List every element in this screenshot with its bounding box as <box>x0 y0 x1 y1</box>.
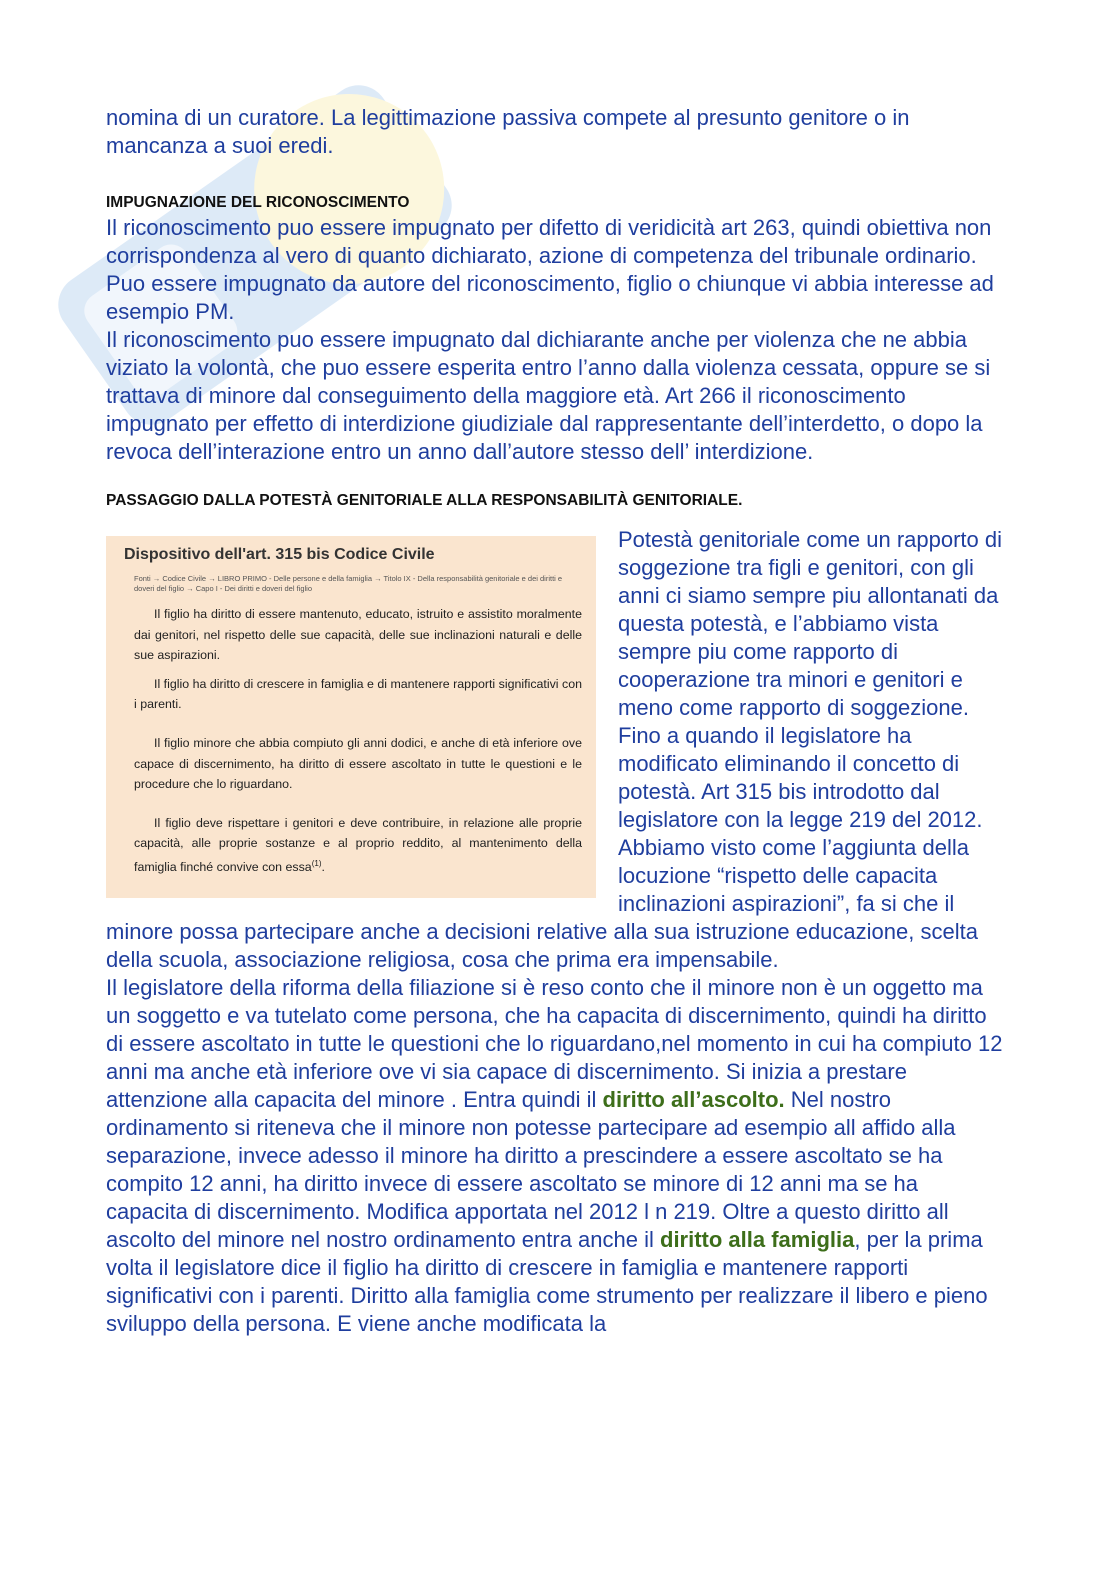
figure-paragraph-2: Il figlio ha diritto di crescere in famiglia e di mantenere rapporti significativi con i parenti. <box>134 676 582 712</box>
article-315-bis-figure <box>106 536 596 898</box>
paragraph-riforma-part-2: Nel nostro ordinamento si riteneva che il minore non potesse partecipare ad esempio all affido alla separazione, invece adesso il minore ha diritto a prescindere a essere ascoltato se ha compito 12 anni, ha diritto invece di essere ascoltato se minore di 12 anni ma se ha capacita di discernimento. Modifica apportata nel 2012 l n 219. Oltre a questo diritto all ascolto del minore nel nostro ordinamento entra anche il <box>106 1087 956 1252</box>
paragraph-riforma <box>106 974 1006 1338</box>
paragraph-impugnazione-2: Il riconoscimento puo essere impugnato dal dichiarante anche per violenza che ne abbia viziato la volontà, che puo essere esperita entro l’anno dalla violenza cessata, oppure se si trattava di minore dal conseguimento della maggiore età. Art 266 il riconoscimento impugnato per effetto di interdizione giudiziale dal rappresentante dell’interdetto, o dopo la revoca dell’interazione entro un anno dall’autore stesso dell’ interdizione. <box>106 327 991 464</box>
paragraph-impugnazione-1: Il riconoscimento puo essere impugnato per difetto di veridicità art 263, quindi obiettiva non corrispondenza al vero di quanto dichiarato, azione di competenza del tribunale ordinario. Puo essere impugnato da autore del riconoscimento, figlio o chiunque vi abbia interesse ad esempio PM. <box>106 215 994 324</box>
intro-paragraph: nomina di un curatore. La legittimazione passiva compete al presunto genitore o in mancanza a suoi eredi. <box>106 105 910 158</box>
highlight-diritto-famiglia: diritto alla famiglia <box>660 1227 855 1252</box>
figure-paragraph-4-end: . <box>321 860 325 875</box>
paragraph-riforma-part-3: , per la prima volta il legislatore dice il figlio ha diritto di crescere in famiglia e mantenere rapporti significativi con i parenti. Diritto alla famiglia come strumento per realizzare il libero e pieno sviluppo della persona. E viene anche modificata la <box>106 1227 988 1336</box>
figure-paragraph-3: Il figlio minore che abbia compiuto gli anni dodici, e anche di età inferiore ove capace di discernimento, ha diritto di essere ascoltato in tutte le questioni e le procedure che lo riguardano. <box>134 735 582 792</box>
highlight-diritto-ascolto: diritto all’ascolto. <box>602 1087 785 1112</box>
potesta-section <box>106 526 1006 974</box>
figure-paragraph-4-text: Il figlio deve rispettare i genitori e deve contribuire, in relazione alle proprie capacità, alle proprie sostanze e al proprio reddito, al mantenimento della famiglia finché convive con essa <box>134 815 582 875</box>
document-body <box>106 104 1006 1338</box>
paragraph-riforma-part-1: Il legislatore della riforma della filiazione si è reso conto che il minore non è un oggetto ma un soggetto e va tutelato come persona, che ha capacita di discernimento, quindi ha diritto di essere ascoltato in tutte le questioni che lo riguardano,nel momento in cui ha compiuto 12 anni ma anche età inferiore ove vi sia capace di discernimento. Si inizia a prestare attenzione alla capacita del minore . Entra quindi il <box>106 975 1003 1112</box>
footnote-marker: (1) <box>311 858 322 868</box>
figure-title: Dispositivo dell'art. 315 bis Codice Civile <box>124 546 435 563</box>
figure-paragraph-1: Il figlio ha diritto di essere mantenuto, educato, istruito e assistito moralmente dai genitori, nel rispetto delle sue capacità, delle sue inclinazioni naturali e delle sue aspirazioni. <box>134 607 582 663</box>
figure-breadcrumb: Fonti → Codice Civile → LIBRO PRIMO - Delle persone e della famiglia → Titolo IX - Della responsabilità genitoriale e dei diritti e doveri del figlio → Capo I - Dei diritti e doveri del figlio <box>134 574 563 593</box>
section-heading-impugnazione: IMPUGNAZIONE DEL RICONOSCIMENTO <box>106 194 410 211</box>
figure-paragraph-4 <box>134 813 582 878</box>
section-heading-potesta: PASSAGGIO DALLA POTESTÀ GENITORIALE ALLA RESPONSABILITÀ GENITORIALE. <box>106 492 743 509</box>
paragraph-potesta: Potestà genitoriale come un rapporto di soggezione tra figli e genitori, con gli anni ci siamo sempre piu allontanati da questa potestà, e l’abbiamo vista sempre piu come rapporto di cooperazione tra minori e genitori e meno come rapporto di soggezione. Fino a quando il legislatore ha modificato eliminando il concetto di potestà. Art 315 bis introdotto dal legislatore con la legge 219 del 2012. Abbiamo visto come l’aggiunta della locuzione “rispetto delle capacita inclinazioni aspirazioni”, fa si che il minore possa partecipare anche a decisioni relative alla sua istruzione educazione, scelta della scuola, associazione religiosa, cosa che prima era impensabile. <box>106 527 1003 972</box>
